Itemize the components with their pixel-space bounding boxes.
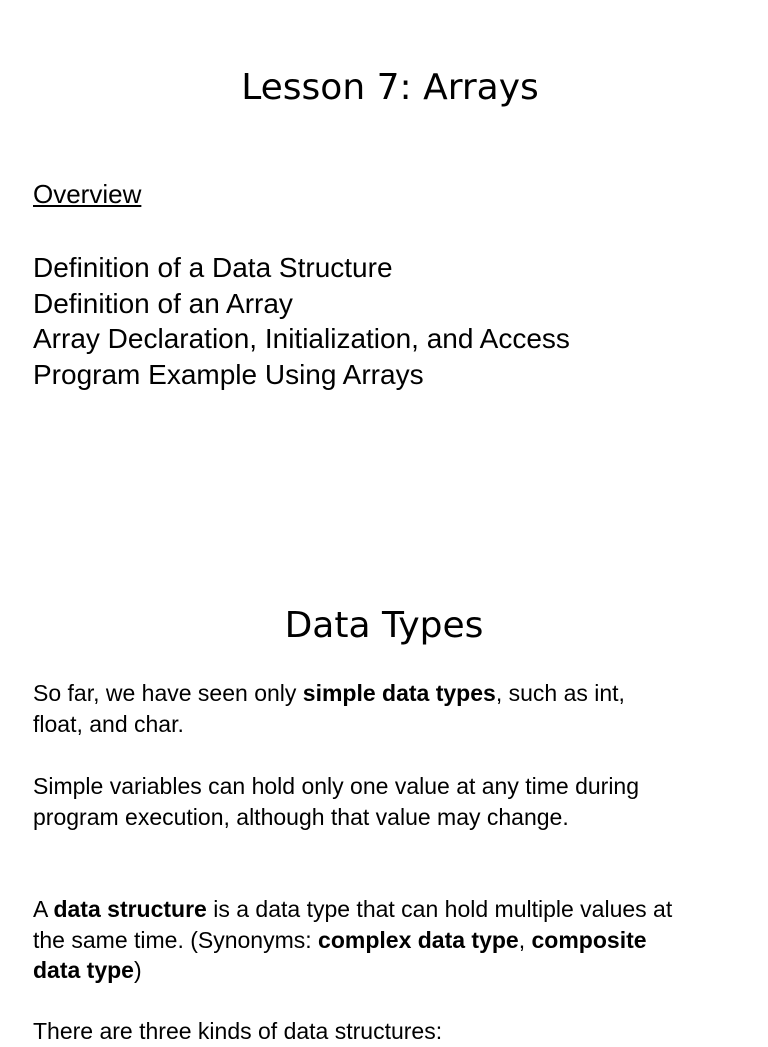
overview-item: Program Example Using Arrays (33, 358, 424, 390)
text-run: , (518, 926, 532, 953)
overview-item: Definition of an Array (33, 287, 293, 319)
text-run: ) (133, 957, 142, 983)
slide-data-types (0, 576, 768, 1044)
text-run: , such as int, float, and char. (33, 680, 625, 737)
paragraph-data-structure (33, 894, 673, 986)
paragraph-kinds: There are three kinds of data structures: (33, 1018, 443, 1044)
slide-lesson-7 (0, 0, 768, 512)
bold-term: complex data type (318, 926, 519, 953)
overview-item: Definition of a Data Structure (33, 252, 393, 283)
slide-title: Lesson 7: Arrays (241, 67, 539, 108)
text-run: A (33, 896, 54, 922)
slide-title: Data Types (284, 605, 484, 646)
bold-term: simple data types (302, 680, 496, 706)
paragraph-simple-types (33, 678, 673, 739)
overview-heading: Overview (33, 179, 142, 209)
text-run: is a data type that can hold multiple values at the same time. (Synonyms: (33, 896, 673, 953)
bold-term: composite data type (33, 926, 647, 983)
overview-list (33, 250, 570, 392)
paragraph-simple-variables: Simple variables can hold only one value at any time during program execution, although that value may change. (33, 773, 640, 830)
bold-term: data structure (53, 896, 207, 922)
overview-item: Array Declaration, Initialization, and Access (33, 323, 570, 354)
text-run: So far, we have seen only (33, 680, 303, 706)
